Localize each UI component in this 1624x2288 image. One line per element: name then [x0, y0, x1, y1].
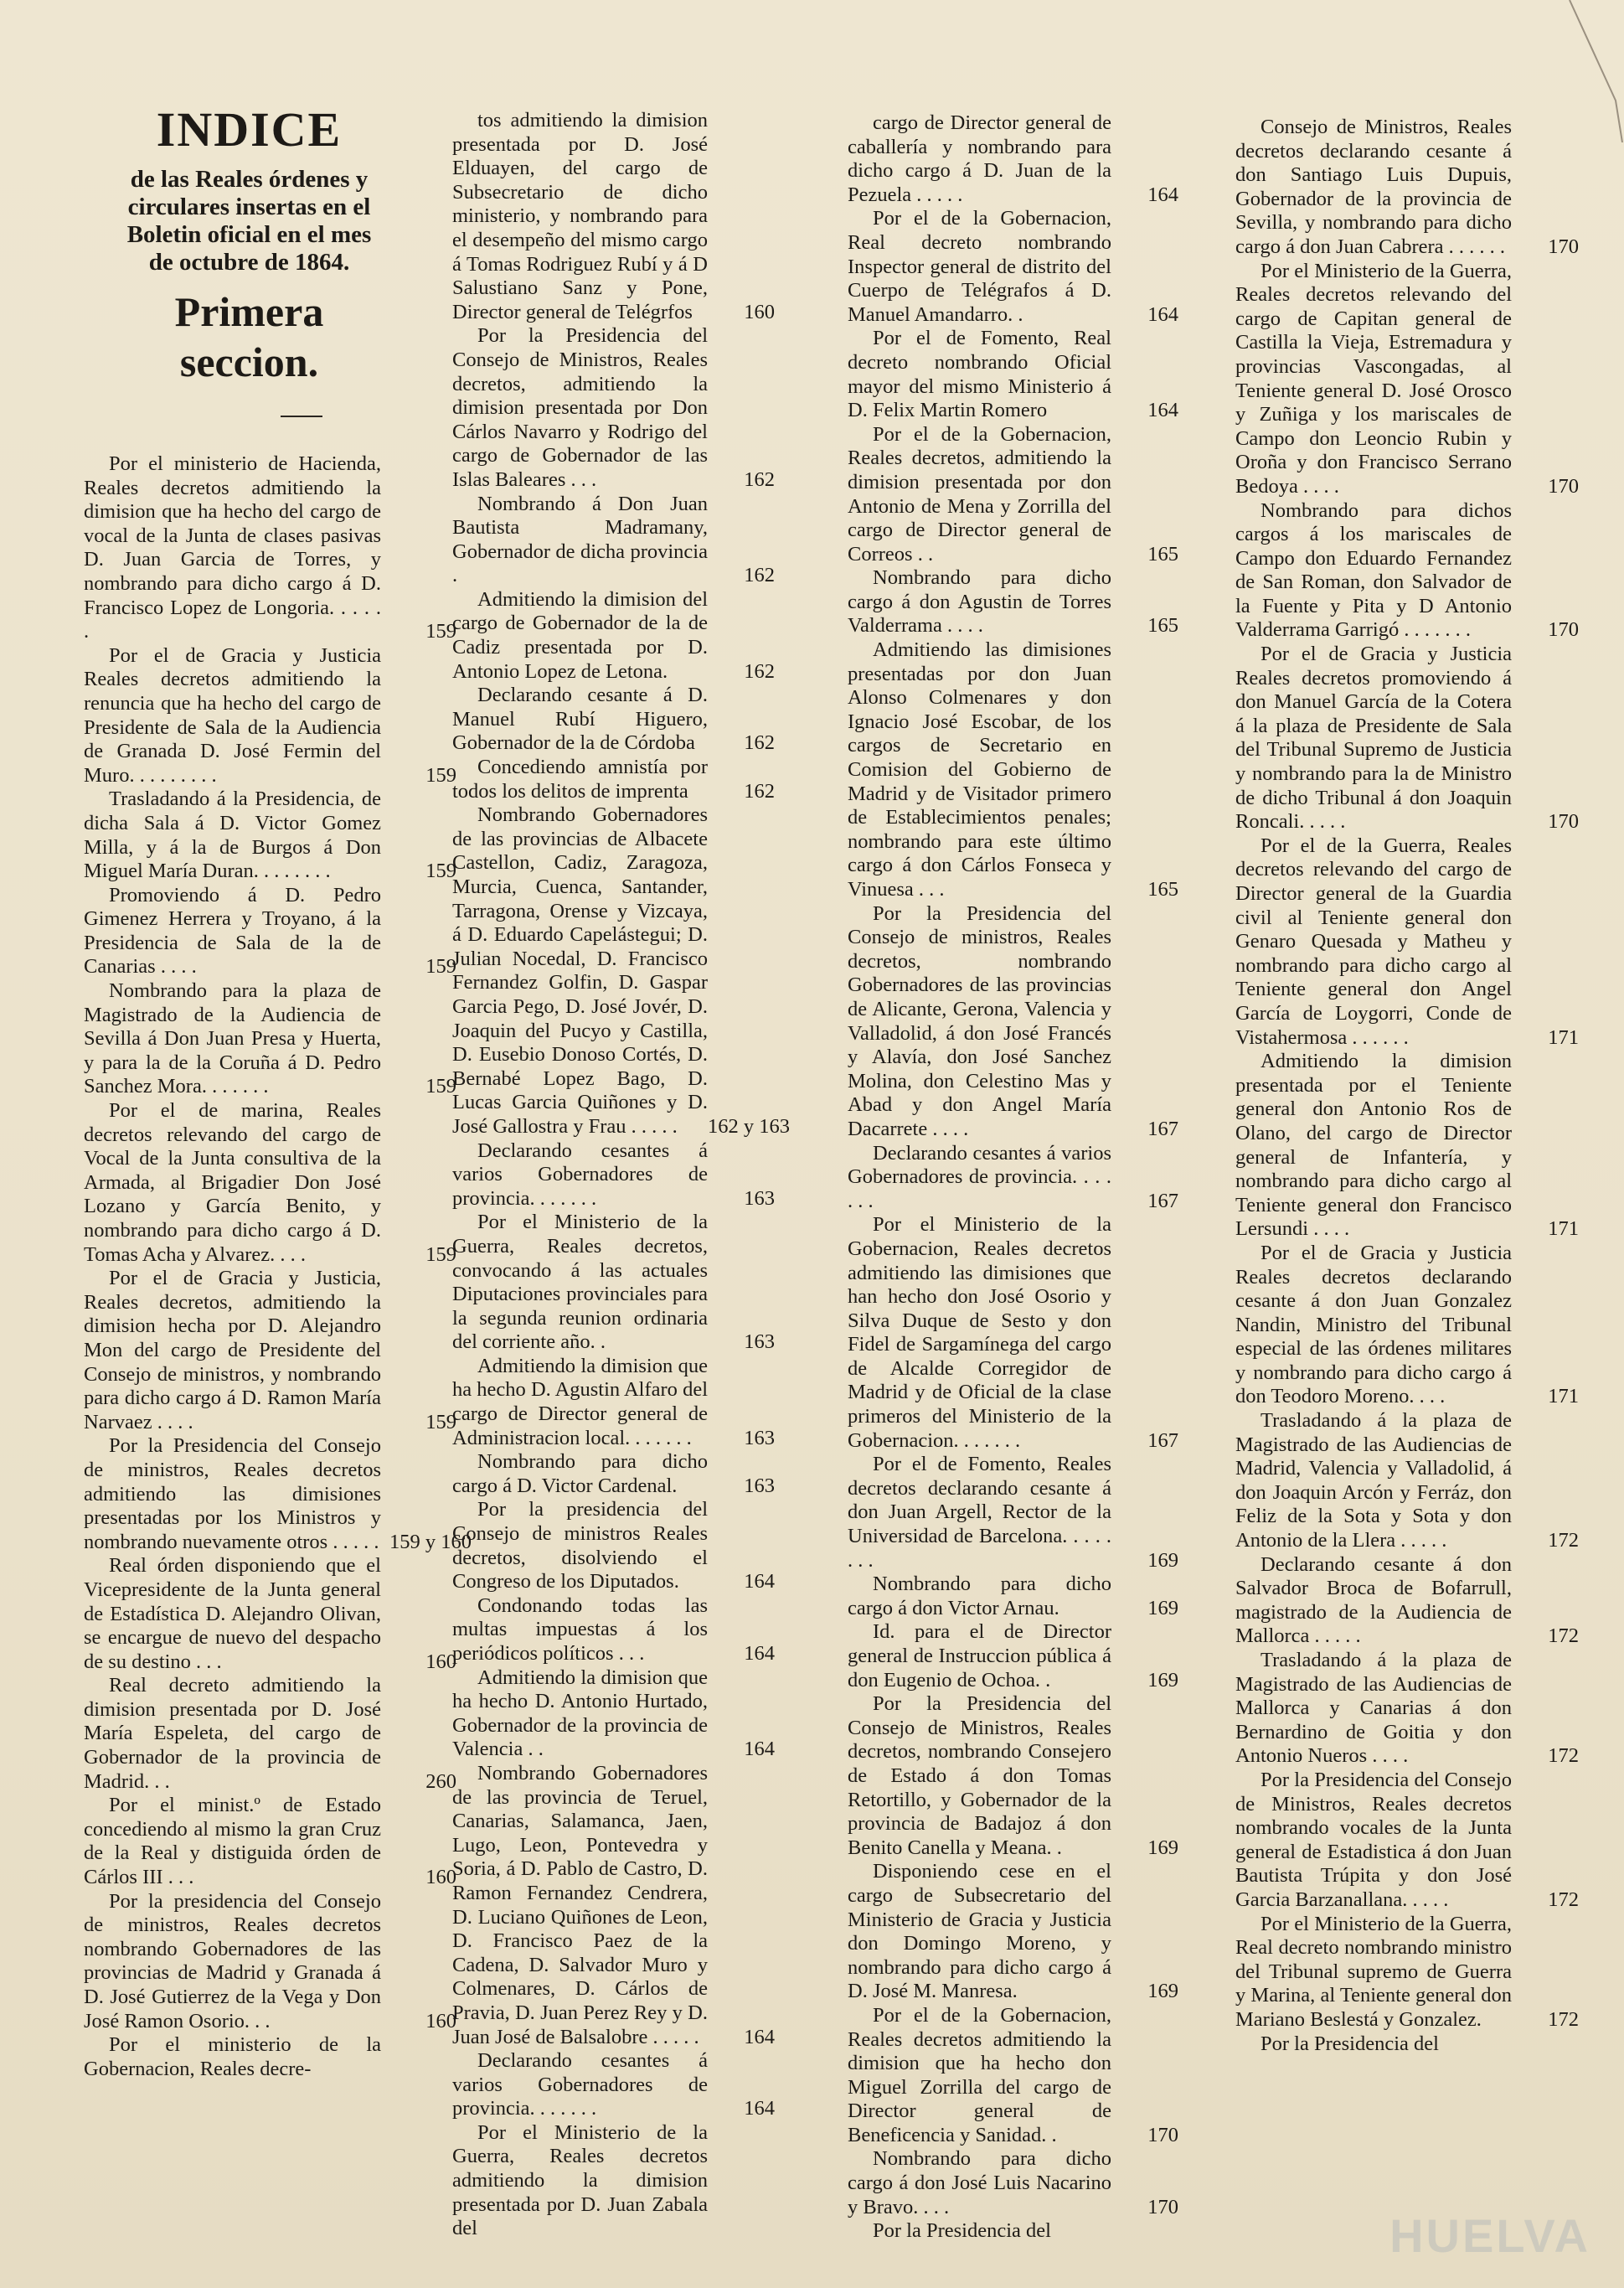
entry-text: Por la Presidencia del [1261, 2032, 1439, 2055]
title-divider [281, 416, 322, 417]
entry-text: Por el de la Gobernacion, Reales decretos, admitiendo la dimision presentada por don Antonio de Mena y Zorrilla del cargo de Director general de Correos . . [848, 422, 1111, 566]
entry-text: Nombrando para dicho cargo á don José Luis Nacarino y Bravo. . . . [848, 2147, 1111, 2218]
entry-text: Por la Presidencia del Consejo de Ministros, Reales decretos nombrando vocales de la Junta general de Estadistica á don Juan Bautista Trúpita y don José Garcia Barzanallana. . . . . [1235, 1768, 1512, 1911]
entry-text: Por el de marina, Reales decretos relevando del cargo de Vocal de la Junta consultiva de la Armada, al Brigadier Don José Lozano y García Benito, y nombrando para dicho cargo á D. Tomas Acha y Alvarez. . . . [84, 1099, 381, 1266]
entry-page-number: 159 [425, 1242, 456, 1266]
entry-text: Admitiendo la dimision que ha hecho D. Agustin Alfaro del cargo de Director general de Administracion local. . . . . . . [452, 1354, 708, 1449]
entry-text: Nombrando para dichos cargos á los mariscales de Campo don Eduardo Fernandez de San Roman, don Salvador de la Fuente y Pita y D Antonio Valderrama Garrigó . . . . . . . [1235, 498, 1512, 642]
entry-page-number: 159 y 160 [389, 1530, 472, 1553]
entry-page-number: 164 [744, 1738, 775, 1761]
entry-text: Nombrando para dicho cargo á don Victor Arnau. [848, 1573, 1111, 1619]
index-entry [1235, 1050, 1579, 1242]
entry-text: Admitiendo las dimisiones presentadas por don Juan Alonso Colmenares y don Ignacio José Escobar, de los cargos de Secretario en Comision del Gobierno de Madrid y de Visitador primero de Establecimientos penales; nombrando para este último cargo á don Cárlos Fonseca y Vinuesa . . . [848, 638, 1111, 901]
column-2 [452, 109, 790, 2241]
index-entry [1235, 1242, 1579, 1409]
index-entry [848, 207, 1178, 327]
entry-text: Trasladando á la plaza de Magistrado de las Audiencias de Madrid, Valencia y Valladolid, á don Joaquin Arcón y Ferráz, don Feliz de la Sota y Sota y don Antonio de la Llera . . . . . [1235, 1409, 1512, 1552]
entry-text: Por el minist.º de Estado concediendo al mismo la gran Cruz de la Real y distiguida órden de Cárlos III . . . [84, 1794, 381, 1889]
index-entry [452, 1666, 775, 1762]
entry-page-number: 162 [744, 467, 775, 491]
entry-page-number: 162 [744, 564, 775, 587]
entry-text: Declarando cesantes á varios Gobernadores de provincia. . . . . . . [452, 1139, 708, 1210]
entry-text: Por la Presidencia del Consejo de Ministros, Reales decretos, admitiendo la dimision presentada por Don Cárlos Navarro y Rodrigo del cargo de Gobernador de las Islas Baleares . . . [452, 324, 708, 491]
index-entry [848, 1573, 1178, 1620]
entry-page-number: 160 [425, 2009, 456, 2032]
index-entry [1235, 260, 1579, 499]
entry-text: Declarando cesante á don Salvador Broca de Bofarrull, magistrado de la Audiencia de Mallorca . . . . . [1235, 1552, 1512, 1648]
entry-page-number: 167 [1147, 1189, 1178, 1212]
entry-text: Por la Presidencia del Consejo de Ministros, Reales decretos, nombrando Consejero de Estado á don Tomas Retortillo, y Gobernador de la provincia de Badajoz á don Benito Canella y Meana. . [848, 1692, 1111, 1859]
entry-text: Admitiendo la dimision presentada por el Teniente general don Antonio Ros de Olano, del cargo de Director general de Infantería, y nombrando para dicho cargo al Teniente general don Francisco Lersundi . . . . [1235, 1050, 1512, 1241]
entry-page-number: 169 [1147, 1836, 1178, 1859]
entry-text: Nombrando Gobernadores de las provincias de Albacete Castellon, Cadiz, Zaragoza, Murcia, Cuenca, Santander, Tarragona, Orense y Vizcaya, á D. Eduardo Capelástegui; D. Julian Nocedal, D. Francisco Fernandez Golfin, D. Gaspar Garcia Pego, D. José Jovér, D. Joaquin del Pucyo y Castilla, D. Eusebio Donoso Cortés, D. Bernabé Lopez Bago, D. Lucas Garcia Quiñones y D. José Gallostra y Frau . . . . . [452, 803, 708, 1138]
entry-page-number: 164 [1147, 399, 1178, 422]
entry-page-number: 164 [744, 2025, 775, 2048]
entry-text: Nombrando para dicho cargo á D. Victor Cardenal. [452, 1450, 708, 1497]
entry-text: Por la presidencia del Consejo de ministros, Reales decretos nombrando Gobernadores de las provincias de Madrid y Granada á D. José Gutierrez de la Vega y Don José Ramon Osorio. . . [84, 1889, 381, 2032]
index-entry [84, 2033, 456, 2081]
entry-page-number: 165 [1147, 542, 1178, 566]
entry-text: tos admitiendo la dimision presentada por D. José Elduayen, del cargo de Subsecretario de dicho ministerio, y nombrando para el desempeño del mismo cargo á Tomas Rodriguez Rubí y á D Salustiano Sanz y Pone, Director general de Telégrfos [452, 109, 708, 323]
entry-text: Por el de la Guerra, Reales decretos relevando del cargo de Director general de la Guardia civil al Teniente general don Genaro Quesada y Matheu y nombrando para dicho cargo al Teniente general don Angel García de Loygorri, Conde de Vistahermosa . . . . . . [1235, 834, 1512, 1049]
index-entry [84, 1794, 456, 1889]
entry-page-number: 163 [744, 1426, 775, 1449]
entry-text: Real decreto admitiendo la dimision presentada por D. José María Espeleta, del cargo de Gobernador de la provincia de Madrid. . . [84, 1674, 381, 1793]
entry-text: Por la Presidencia del Consejo de ministros, Reales decretos admitiendo las dimisiones presentadas por los Ministros y nombrando nuevamente otros . . . . . [84, 1434, 381, 1553]
entry-text: Trasladando á la Presidencia, de dicha Sala á D. Victor Gomez Milla, y á la de Burgos á Don Miguel María Duran. . . . . . . . [84, 788, 381, 883]
index-entry [848, 638, 1178, 902]
entry-page-number: 169 [1147, 1980, 1178, 2003]
index-entry [848, 566, 1178, 638]
index-entry [452, 109, 775, 324]
entry-page-number: 160 [744, 300, 775, 323]
index-entry [1235, 643, 1579, 834]
entry-page-number: 170 [1548, 474, 1579, 498]
entry-page-number: 159 [425, 620, 456, 643]
entry-text: Nombrando para dicho cargo á don Agustin de Torres Valderrama . . . . [848, 566, 1111, 638]
entry-text: Real órden disponiendo que el Vicepresidente de la Junta general de Estadística D. Alejandro Olivan, se encargue de nuevo del despacho de su destino . . . [84, 1554, 381, 1673]
index-entry [84, 1099, 456, 1267]
entry-text: Por el de Gracia y Justicia, Reales decretos, admitiendo la dimision hecha por D. Alejandro Mon del cargo de Presidente del Consejo de ministros, y nombrando para dicho cargo á D. Ramon María Narvaez . . . . [84, 1267, 381, 1433]
index-entry [452, 1498, 775, 1593]
entry-page-number: 162 y 163 [708, 1114, 790, 1138]
index-entry [848, 423, 1178, 567]
entry-page-number: 163 [744, 1330, 775, 1354]
entry-text: Nombrando para la plaza de Magistrado de la Audiencia de Sevilla á Don Juan Presa y Huerta, y para la de la Coruña á D. Pedro Sanchez Mora. . . . . . . [84, 979, 381, 1098]
entry-page-number: 170 [1147, 2195, 1178, 2218]
entry-page-number: 169 [1147, 1548, 1178, 1572]
entry-text: Por la Presidencia del [873, 2219, 1051, 2243]
index-entry [1235, 1913, 1579, 2032]
entry-page-number: 164 [744, 1570, 775, 1593]
index-entry [452, 324, 775, 492]
index-title: INDICE [156, 102, 343, 157]
index-entry [452, 1139, 775, 1211]
index-entry [848, 2147, 1178, 2219]
index-entry [848, 1213, 1178, 1453]
index-entry [452, 588, 775, 684]
index-subtitle: de las Reales órdenes y circulares insertas en el Boletin oficial en el mes de octubre de 1864. [126, 166, 372, 276]
index-entry [452, 1594, 775, 1666]
index-entry [1235, 1553, 1579, 1649]
index-entry [84, 644, 456, 788]
index-entry [1235, 116, 1579, 260]
index-entry [452, 1762, 775, 2049]
index-entry [452, 1355, 775, 1450]
entry-page-number: 172 [1548, 1624, 1579, 1648]
entry-page-number: 164 [1147, 302, 1178, 326]
entry-page-number: 164 [744, 2097, 775, 2120]
entry-page-number: 162 [744, 659, 775, 683]
entry-page-number: 162 [744, 779, 775, 803]
entry-text: Nombrando Gobernadores de las provincia de Teruel, Canarias, Salamanca, Jaen, Lugo, Leon, Pontevedra y Soria, á D. Pablo de Castro, D. Ramon Fernandez Cendrera, D. Luciano Quiñones de Leon, D. Francisco Paez de la Cadena, D. Salvador Muro y Colmenares, D. Cárlos de Pravia, D. Juan Perez Rey y D. Juan José de Balsalobre . . . . . [452, 1761, 708, 2048]
entry-page-number: 172 [1548, 1744, 1579, 1768]
entry-page-number: 171 [1548, 1217, 1579, 1241]
index-entry [848, 902, 1178, 1142]
index-entry [84, 979, 456, 1099]
entry-text: Por el Ministerio de la Gobernacion, Reales decretos admitiendo las dimisiones que han hecho don José Osorio y Silva Duque de Sesto y don Fidel de Sargamínega del cargo de Alcalde Corregidor de Madrid y de Oficial de la clase primeros del Ministerio de la Gobernacion. . . . . . . [848, 1213, 1111, 1452]
index-entry [848, 1142, 1178, 1214]
entry-page-number: 170 [1147, 2123, 1178, 2146]
index-entry [452, 803, 790, 1139]
index-entry [84, 1554, 456, 1674]
entry-text: Declarando cesante á D. Manuel Rubí Higuero, Gobernador de la de Córdoba [452, 684, 708, 755]
entry-page-number: 165 [1147, 614, 1178, 638]
entry-page-number: 260 [425, 1769, 456, 1793]
index-entry [1235, 1409, 1579, 1553]
entry-text: Declarando cesantes á varios Gobernadores de provincia. . . . . . . [848, 1141, 1111, 1212]
entry-page-number: 159 [425, 860, 456, 883]
index-entry [848, 327, 1178, 422]
column-1-entries [84, 452, 472, 2081]
entry-text: Por la Presidencia del Consejo de ministros, Reales decretos, nombrando Gobernadores de las provincias de Alicante, Gerona, Valencia y Valladolid, á don José Francés y Alavía, don José Sanchez Molina, don Celestino Mas y Abad y don Angel María Dacarrete . . . . [848, 901, 1111, 1140]
entry-text: Por el de la Gobernacion, Reales decretos admitiendo la dimision que ha hecho don Miguel Zorrilla del cargo de Director general de Beneficencia y Sanidad. . [848, 2003, 1111, 2146]
entry-text: Nombrando á Don Juan Bautista Madramany, Gobernador de dicha provincia . [452, 492, 708, 587]
entry-text: Declarando cesantes á varios Gobernadores de provincia. . . . . . . [452, 2049, 708, 2120]
column-3 [848, 111, 1178, 2244]
entry-text: Admitiendo la dimision que ha hecho D. Antonio Hurtado, Gobernador de la provincia de Valencia . . [452, 1666, 708, 1761]
index-entry [1235, 1649, 1579, 1769]
entry-page-number: 163 [744, 1474, 775, 1497]
index-entry [84, 1674, 456, 1794]
entry-text: Por la presidencia del Consejo de ministros Reales decretos, disolviendo el Congreso de los Diputados. [452, 1498, 708, 1593]
entry-text: Por el de Fomento, Real decreto nombrando Oficial mayor del mismo Ministerio á D. Felix Martin Romero [848, 327, 1111, 422]
entry-text: Por el Ministerio de la Guerra, Reales decretos relevando del cargo de Capitan general de Castilla la Vieja, Estremadura y provincias Vascongadas, al Teniente general D. José Orosco y Zuñiga y los mariscales de Campo don Leoncio Rubin y Oroña y don Francisco Serrano Bedoya . . . . [1235, 259, 1512, 498]
column-1 [84, 101, 472, 2081]
entry-text: Por el Ministerio de la Guerra, Reales decretos, convocando á las actuales Diputaciones provinciales para la segunda reunion ordinaria del corriente año. . [452, 1211, 708, 1354]
watermark-logo: HUELVA [1389, 2209, 1590, 2262]
entry-page-number: 162 [744, 731, 775, 755]
entry-page-number: 172 [1548, 1888, 1579, 1911]
entry-page-number: 170 [1548, 235, 1579, 258]
index-entry [84, 1434, 472, 1554]
index-entry [848, 2219, 1178, 2244]
entry-text: Condonando todas las multas impuestas á los periódicos políticos . . . [452, 1593, 708, 1665]
entry-text: Por el Ministerio de la Guerra, Real decreto nombrando ministro del Tribunal supremo de Guerra y Marina, al Teniente general don Mariano Beslestá y Gonzalez. [1235, 1912, 1512, 2031]
index-entry [452, 684, 775, 756]
index-entry [84, 1267, 456, 1434]
entry-text: Admitiendo la dimision del cargo de Gobernador de la de Cadiz presentada por D. Antonio Lopez de Letona. [452, 587, 708, 683]
entry-page-number: 170 [1548, 810, 1579, 834]
entry-text: Por el de Gracia y Justicia Reales decretos declarando cesante á don Juan Gonzalez Nandin, Ministro del Tribunal especial de las órdenes militares y nombrando para dicho cargo á don Teodoro Moreno. . . . [1235, 1241, 1512, 1408]
entry-text: Trasladando á la plaza de Magistrado de las Audiencias de Mallorca y Canarias á don Bernardino de Goitia y don Antonio Nueros . . . . [1235, 1649, 1512, 1768]
index-entry [452, 2121, 775, 2241]
entry-page-number: 159 [425, 763, 456, 787]
index-entry [84, 452, 456, 644]
index-entry [452, 1450, 775, 1498]
index-entry [1235, 2032, 1579, 2057]
entry-page-number: 172 [1548, 1529, 1579, 1552]
index-entry [848, 111, 1178, 207]
entry-page-number: 160 [425, 1650, 456, 1673]
entry-text: Por el ministerio de la Gobernacion, Reales decre- [84, 2033, 381, 2080]
index-entry [1235, 834, 1579, 1050]
index-entry [848, 1620, 1178, 1692]
entry-page-number: 170 [1548, 618, 1579, 642]
section-heading: Primera seccion. [174, 288, 324, 385]
index-entry [1235, 1769, 1579, 1913]
entry-page-number: 159 [425, 1075, 456, 1098]
entry-text: Por el de Fomento, Reales decretos declarando cesante á don Juan Argell, Rector de la Universidad de Barcelona. . . . . . . . [848, 1453, 1111, 1572]
entry-text: Por el de Gracia y Justicia Reales decretos promoviendo á don Manuel García de la Cotera á la plaza de Presidente de Sala del Tribunal Supremo de Justicia y nombrando para la de Ministro de dicho Tribunal á don Joaquin Roncali. . . . . [1235, 643, 1512, 834]
column-4 [1235, 116, 1579, 2056]
index-entry [84, 788, 456, 883]
entry-page-number: 159 [425, 1410, 456, 1433]
index-entry [848, 2004, 1178, 2148]
index-entry [452, 756, 775, 803]
entry-page-number: 172 [1548, 2007, 1579, 2031]
entry-page-number: 160 [425, 1866, 456, 1889]
entry-page-number: 165 [1147, 878, 1178, 901]
entry-text: Concediendo amnistía por todos los delitos de imprenta [452, 756, 708, 803]
entry-page-number: 163 [744, 1186, 775, 1210]
index-entry [452, 1211, 775, 1355]
index-entry [848, 1692, 1178, 1860]
index-entry [848, 1453, 1178, 1573]
index-entry [848, 1860, 1178, 2004]
entry-page-number: 169 [1147, 1596, 1178, 1619]
entry-text: Por el de la Gobernacion, Real decreto nombrando Inspector general de distrito del Cuerpo de Telégrafos á D. Manuel Amandarro. . [848, 207, 1111, 326]
entry-text: Por el Ministerio de la Guerra, Reales decretos admitiendo la dimision presentada por D. Juan Zabala del [452, 2120, 708, 2240]
index-entry [1235, 499, 1579, 643]
index-entry [452, 493, 775, 588]
entry-text: Por el ministerio de Hacienda, Reales decretos admitiendo la dimision que ha hecho del cargo de vocal de la Junta de clases pasivas D. Juan Garcia de Torres, y nombrando para dicho cargo á D. Francisco Lopez de Longoria. . . . . . [84, 452, 381, 643]
index-entry [84, 884, 456, 979]
entry-text: Disponiendo cese en el cargo de Subsecretario del Ministerio de Gracia y Justicia don Domingo Moreno, y nombrando para dicho cargo á D. José M. Manresa. [848, 1860, 1111, 2003]
entry-page-number: 167 [1147, 1117, 1178, 1140]
index-entry [452, 2049, 775, 2121]
entry-text: Por el de Gracia y Justicia Reales decretos admitiendo la renuncia que ha hecho del cargo de Presidente de Sala de la Audiencia de Granada D. José Fermin del Muro. . . . . . . . . [84, 643, 381, 787]
entry-text: Id. para el de Director general de Instruccion pública á don Eugenio de Ochoa. . [848, 1620, 1111, 1691]
entry-page-number: 171 [1548, 1385, 1579, 1408]
entry-page-number: 167 [1147, 1428, 1178, 1452]
entry-page-number: 164 [744, 1642, 775, 1665]
entry-page-number: 159 [425, 955, 456, 979]
entry-text: Consejo de Ministros, Reales decretos declarando cesante á don Santiago Luis Dupuis, Gobernador de la provincia de Sevilla, y nombrando para dicho cargo á don Juan Cabrera . . . . . . [1235, 116, 1512, 258]
entry-page-number: 169 [1147, 1668, 1178, 1691]
entry-text: Promoviendo á D. Pedro Gimenez Herrera y Troyano, á la Presidencia de Sala de la de Canarias . . . . [84, 883, 381, 979]
entry-text: cargo de Director general de caballería y nombrando para dicho cargo á D. Juan de la Pezuela . . . . . [848, 111, 1111, 206]
entry-page-number: 171 [1548, 1025, 1579, 1049]
index-entry [84, 1890, 456, 2034]
entry-page-number: 164 [1147, 183, 1178, 206]
